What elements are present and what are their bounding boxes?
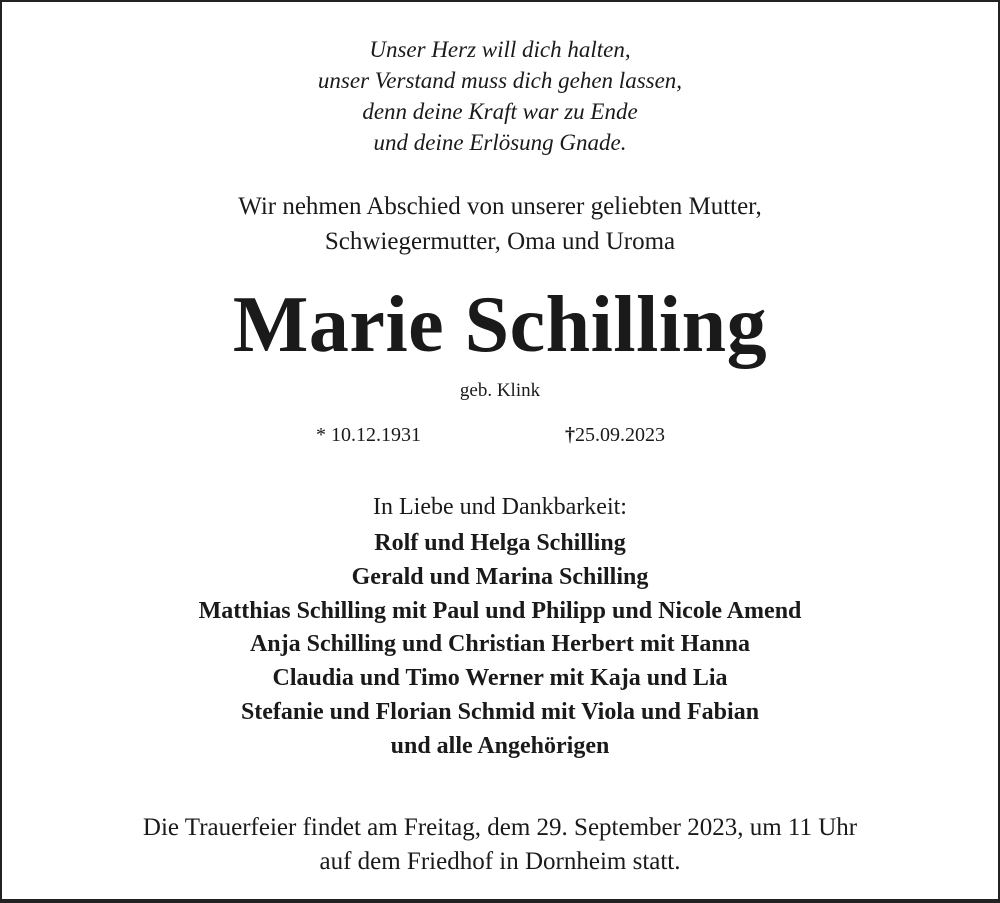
service-line: Die Trauerfeier findet am Freitag, dem 29. September 2023, um 11 Uhr	[142, 814, 858, 841]
mourner-line: Matthias Schilling mit Paul und Philipp und Nicole Amend	[198, 598, 802, 624]
deceased-name: Marie Schilling	[232, 281, 768, 369]
intro-line: Wir nehmen Abschied von unserer geliebten Mutter,	[238, 193, 762, 220]
death-date-value: 25.09.2023	[575, 424, 665, 446]
mourner-line: Gerald und Marina Schilling	[351, 564, 649, 590]
birth-symbol: *	[316, 424, 326, 446]
mourner-line: Stefanie und Florian Schmid mit Viola und Fabian	[240, 699, 760, 725]
mourner-line: Claudia und Timo Werner mit Kaja und Lia	[272, 665, 728, 691]
cross-icon: †	[565, 424, 575, 446]
poem-line: unser Verstand muss dich gehen lassen,	[317, 68, 683, 93]
birth-date-value: 10.12.1931	[331, 424, 421, 446]
poem-line: Unser Herz will dich halten,	[369, 37, 631, 62]
mourners-heading: In Liebe und Dankbarkeit:	[373, 494, 627, 520]
poem-line: und deine Erlösung Gnade.	[373, 130, 627, 155]
service-line: auf dem Friedhof in Dornheim statt.	[319, 848, 681, 875]
poem-line: denn deine Kraft war zu Ende	[362, 99, 638, 124]
birth-date	[316, 424, 421, 447]
intro-line: Schwiegermutter, Oma und Uroma	[324, 228, 676, 255]
maiden-name: geb. Klink	[459, 380, 541, 401]
mourner-line: Anja Schilling und Christian Herbert mit Hanna	[249, 631, 751, 657]
death-date	[565, 424, 665, 447]
mourner-line: und alle Angehörigen	[390, 733, 610, 759]
mourner-line: Rolf und Helga Schilling	[374, 530, 626, 556]
